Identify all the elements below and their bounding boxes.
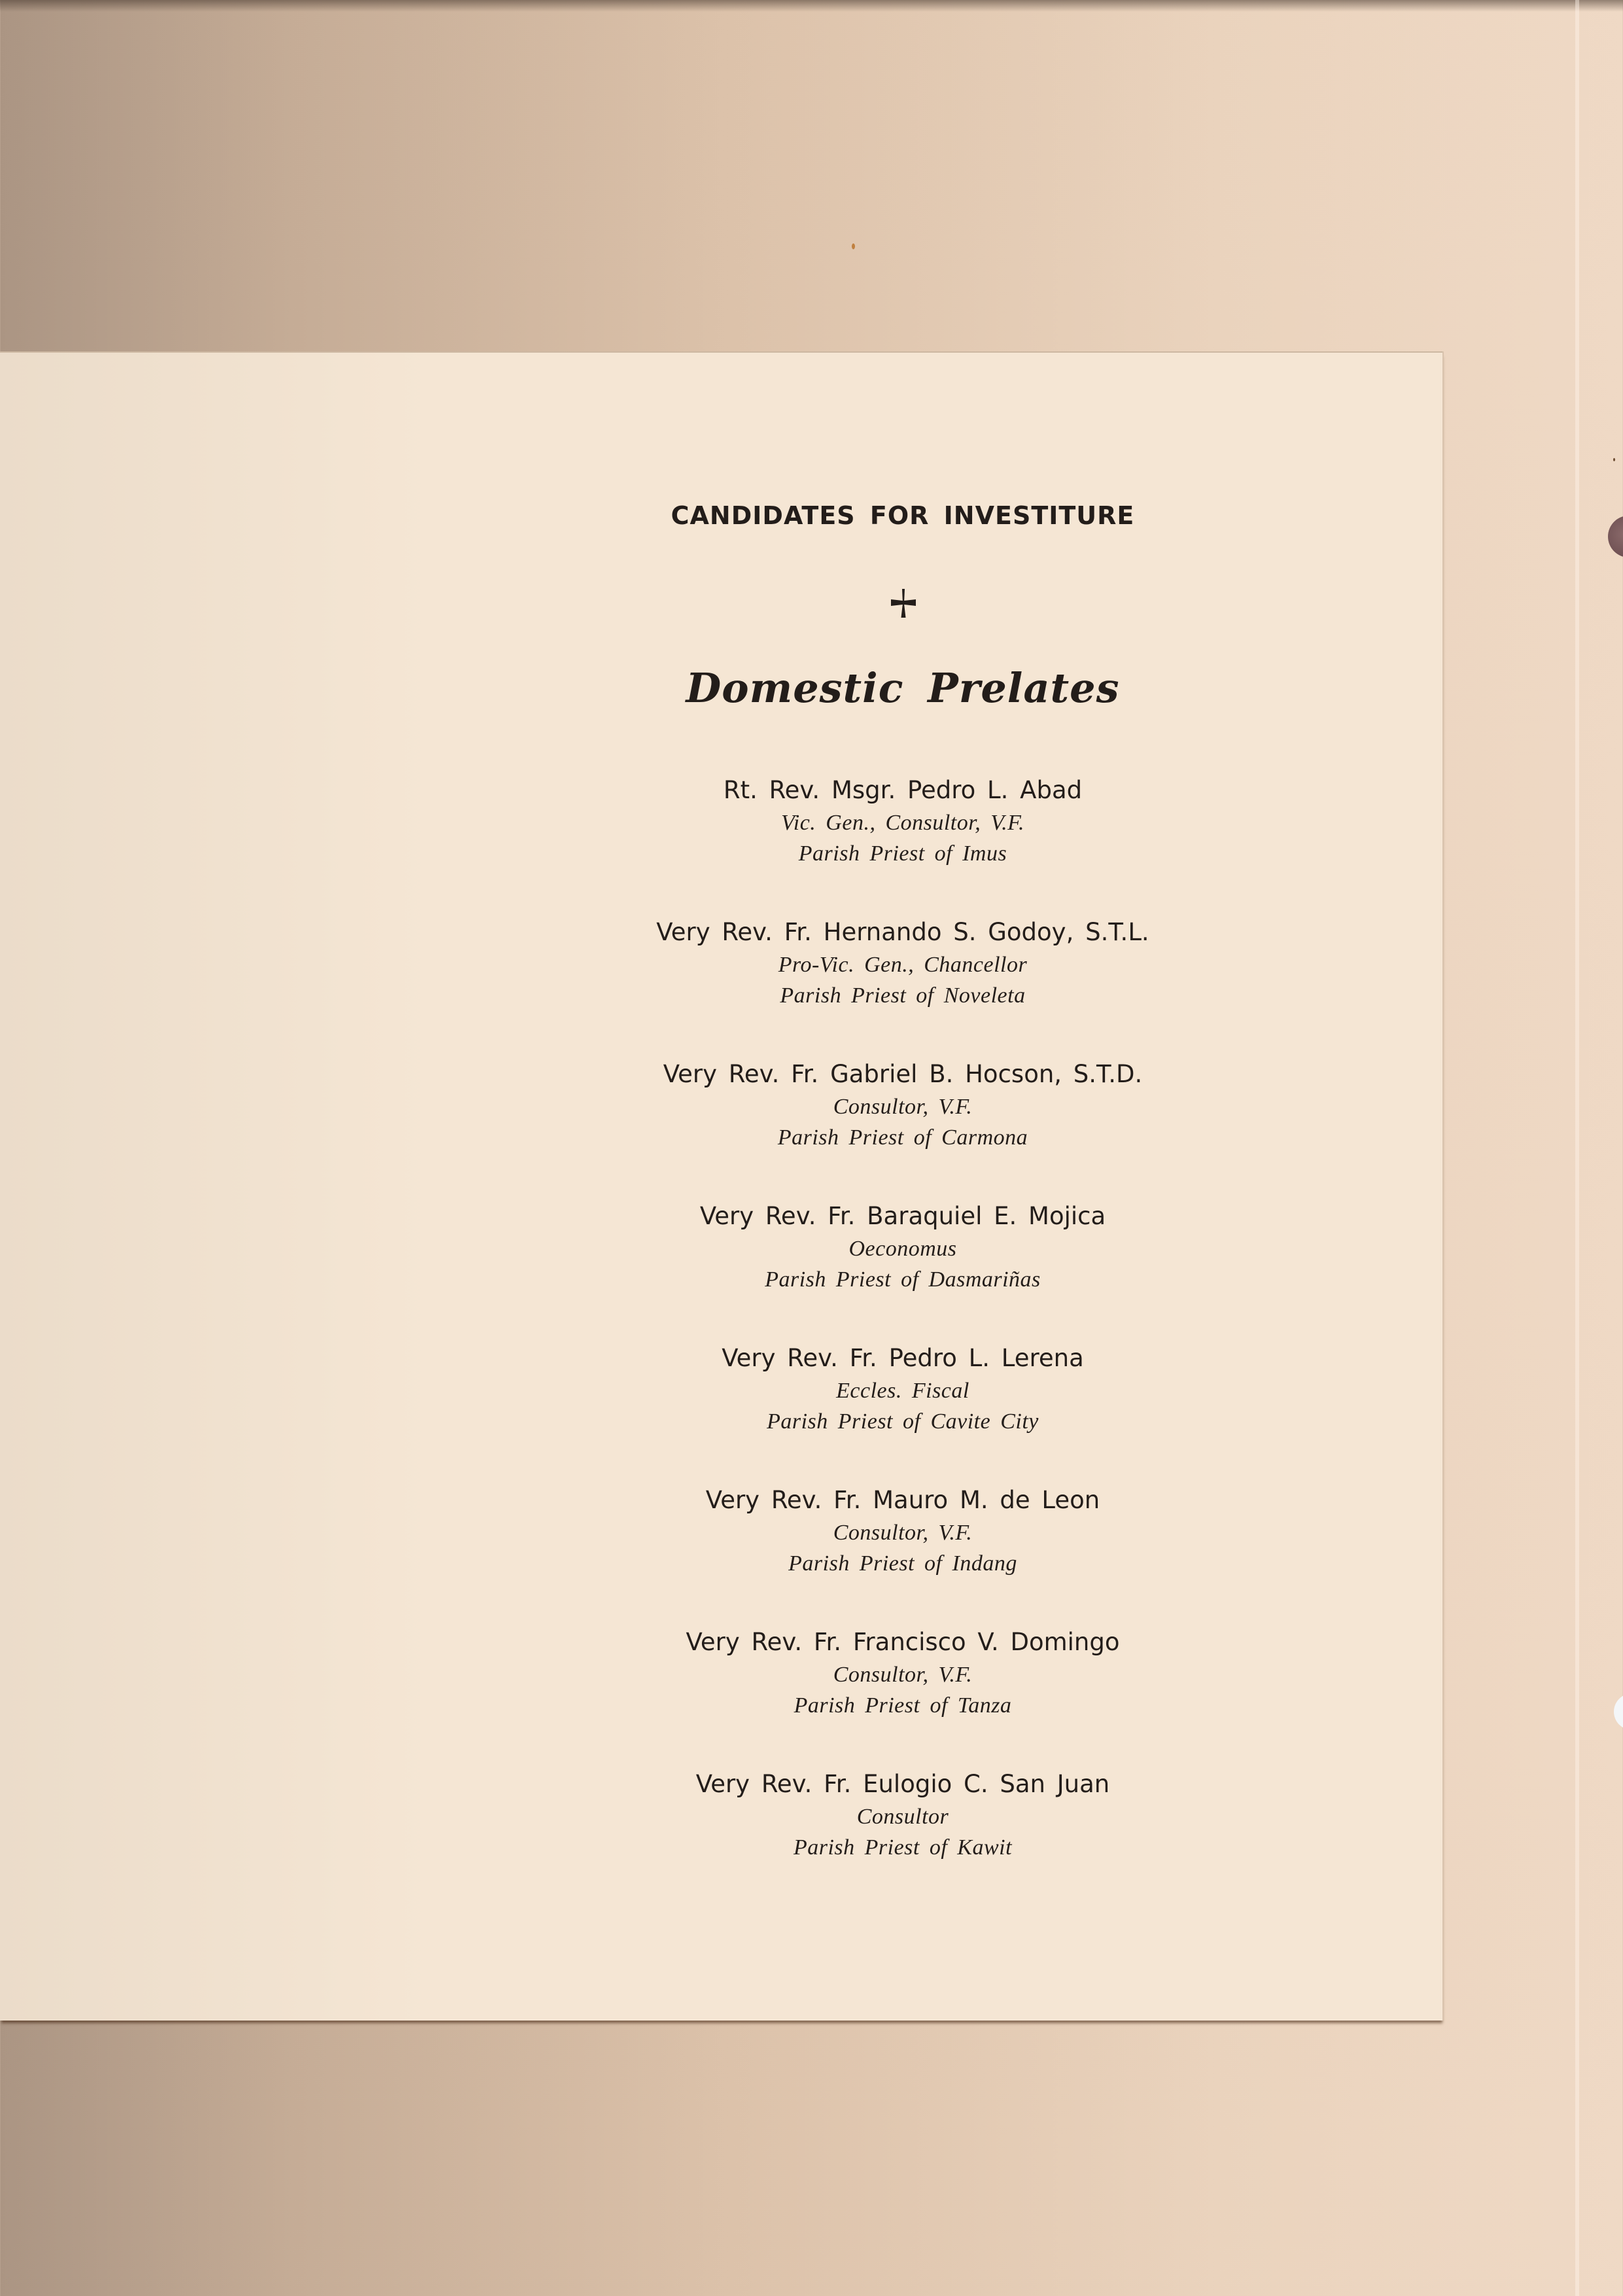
backing-fold-line (1575, 0, 1579, 2296)
candidate-parish: Parish Priest of Dasmariñas (765, 1267, 1041, 1292)
insert-page (0, 351, 1444, 2021)
candidate-parish: Parish Priest of Tanza (794, 1693, 1012, 1718)
candidate-entry (576, 1625, 1230, 1767)
candidate-name: Very Rev. Fr. Pedro L. Lerena (722, 1344, 1084, 1372)
candidate-entry (576, 915, 1230, 1057)
candidate-office: Vic. Gen., Consultor, V.F. (781, 811, 1024, 835)
paper-speck (852, 243, 855, 249)
candidate-parish: Parish Priest of Indang (788, 1551, 1017, 1576)
candidate-parish: Parish Priest of Carmona (777, 1125, 1028, 1150)
candidate-parish: Parish Priest of Cavite City (767, 1409, 1039, 1434)
candidate-office: Oeconomus (848, 1237, 957, 1261)
insert-top-edge (0, 351, 1442, 353)
candidate-entry (576, 1199, 1230, 1341)
candidate-entry (576, 1483, 1230, 1625)
candidate-entry (576, 1057, 1230, 1199)
candidate-parish: Parish Priest of Noveleta (780, 983, 1026, 1008)
candidate-office: Consultor, V.F. (833, 1521, 973, 1545)
candidate-office: Consultor, V.F. (833, 1095, 973, 1119)
candidate-office: Consultor (856, 1805, 949, 1829)
candidate-name: Very Rev. Fr. Francisco V. Domingo (686, 1628, 1120, 1656)
candidate-name: Rt. Rev. Msgr. Pedro L. Abad (723, 776, 1083, 804)
candidate-entry (576, 1341, 1230, 1483)
punch-hole-upper (1608, 516, 1623, 557)
candidate-name: Very Rev. Fr. Eulogio C. San Juan (695, 1770, 1110, 1798)
candidate-office: Consultor, V.F. (833, 1663, 973, 1687)
candidate-parish: Parish Priest of Kawit (793, 1835, 1013, 1860)
candidates-list (576, 773, 1230, 1909)
backing-top-shadow (0, 0, 1623, 12)
punch-hole-lower (1614, 1693, 1623, 1730)
section-heading: Domestic Prelates (686, 664, 1120, 712)
page-title: CANDIDATES FOR INVESTITURE (671, 501, 1135, 530)
candidate-name: Very Rev. Fr. Hernando S. Godoy, S.T.L. (656, 918, 1149, 946)
candidate-name: Very Rev. Fr. Mauro M. de Leon (705, 1486, 1100, 1514)
candidate-parish: Parish Priest of Imus (798, 841, 1007, 866)
candidate-name: Very Rev. Fr. Baraquiel E. Mojica (699, 1202, 1106, 1230)
candidate-entry (576, 773, 1230, 915)
cross-pattee-icon (890, 588, 917, 618)
candidate-entry (576, 1767, 1230, 1909)
paper-speck (1613, 458, 1615, 461)
candidate-name: Very Rev. Fr. Gabriel B. Hocson, S.T.D. (663, 1060, 1143, 1088)
candidate-office: Pro-Vic. Gen., Chancellor (778, 953, 1028, 977)
candidate-office: Eccles. Fiscal (836, 1379, 969, 1403)
